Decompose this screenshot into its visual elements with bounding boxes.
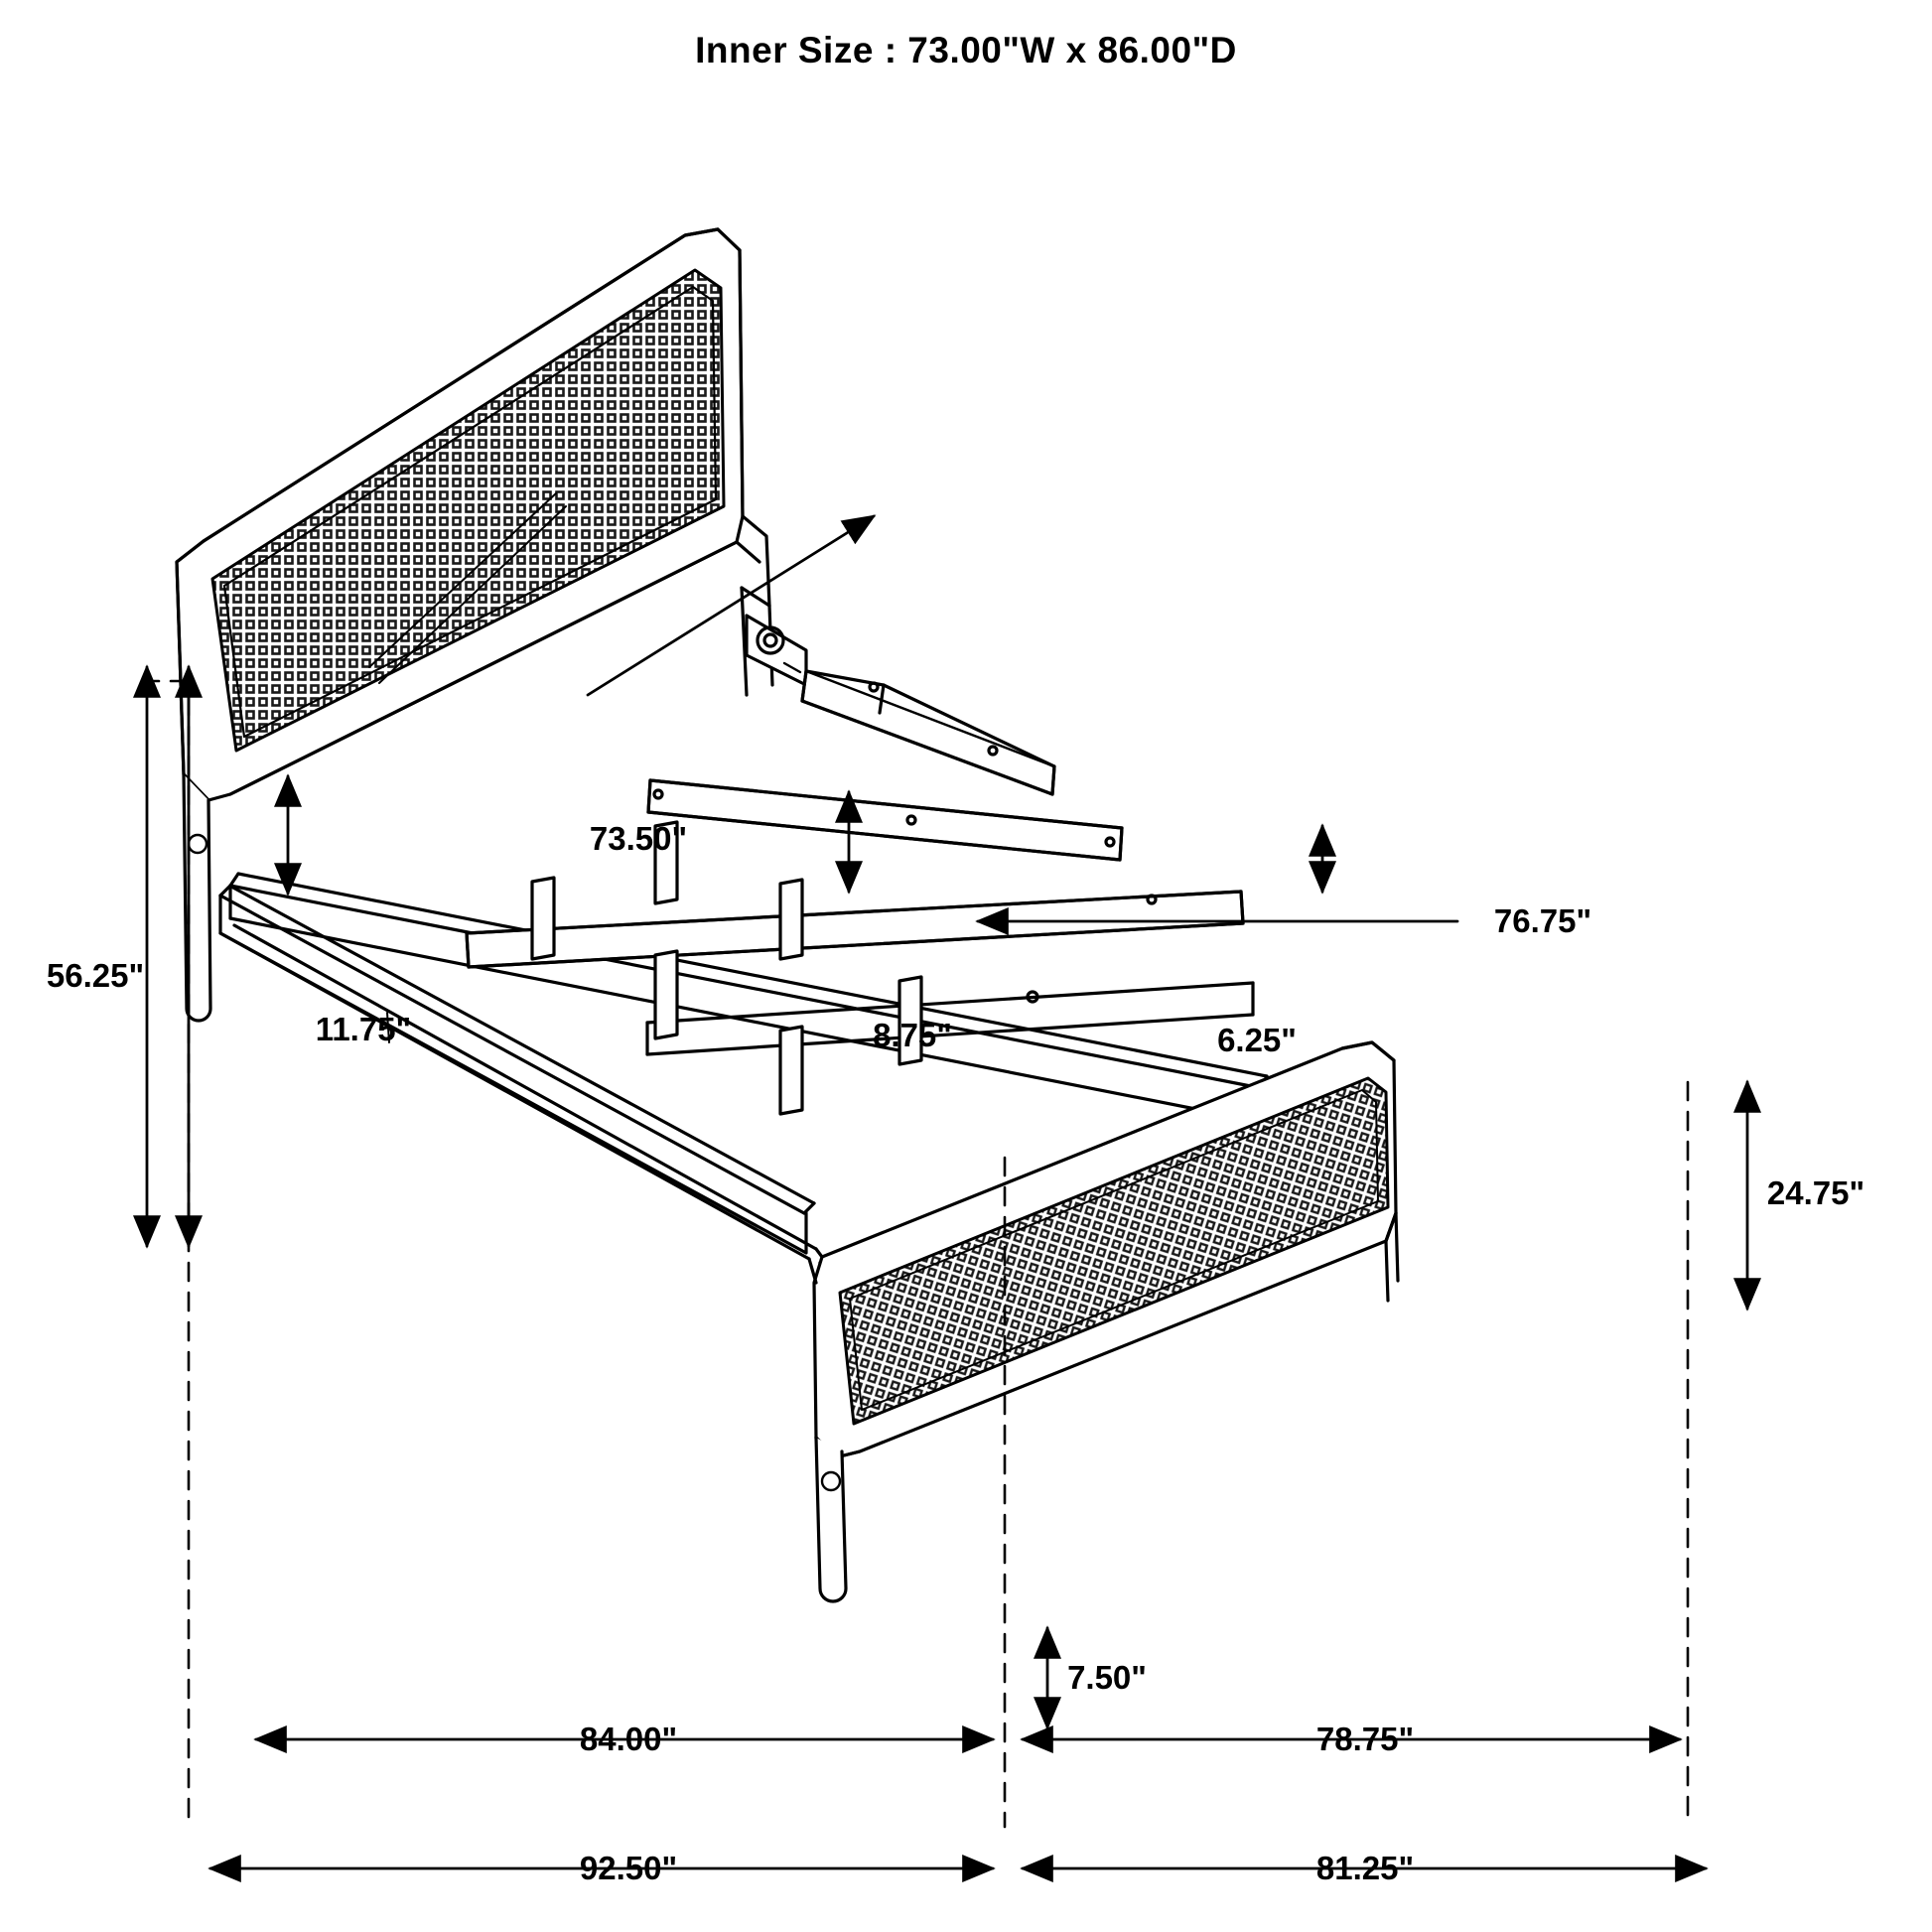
dim-label-overall-height: 56.25" [46, 957, 145, 994]
dim-label-footboard-ground-clearance: 7.50" [1067, 1659, 1147, 1696]
center-support-rail-lower [467, 892, 1243, 967]
dim-label-overall-width: 81.25" [1315, 1850, 1415, 1886]
page-title: Inner Size : 73.00"W x 86.00"D [695, 30, 1237, 70]
dim-label-rail-to-headboard-clearance: 11.75" [315, 1011, 412, 1047]
center-support-rail-upper [802, 671, 1054, 794]
headboard-frame [177, 229, 769, 800]
dim-label-footboard-height: 24.75" [1766, 1174, 1865, 1211]
dim-label-headboard-panel-width: 73.50" [589, 820, 688, 857]
headboard-bracket [747, 616, 806, 685]
dim-label-side-rail-height: 6.25" [1217, 1022, 1297, 1058]
dim-label-inner-length: 84.00" [579, 1721, 678, 1757]
dim-label-overall-length: 92.50" [579, 1850, 678, 1886]
dim-label-footboard-inner-width: 78.75" [1315, 1721, 1415, 1757]
dim-label-center-rail-length: 76.75" [1493, 902, 1592, 939]
dim-label-slat-support-height: 8.75" [873, 1017, 952, 1053]
footboard [814, 1042, 1398, 1601]
